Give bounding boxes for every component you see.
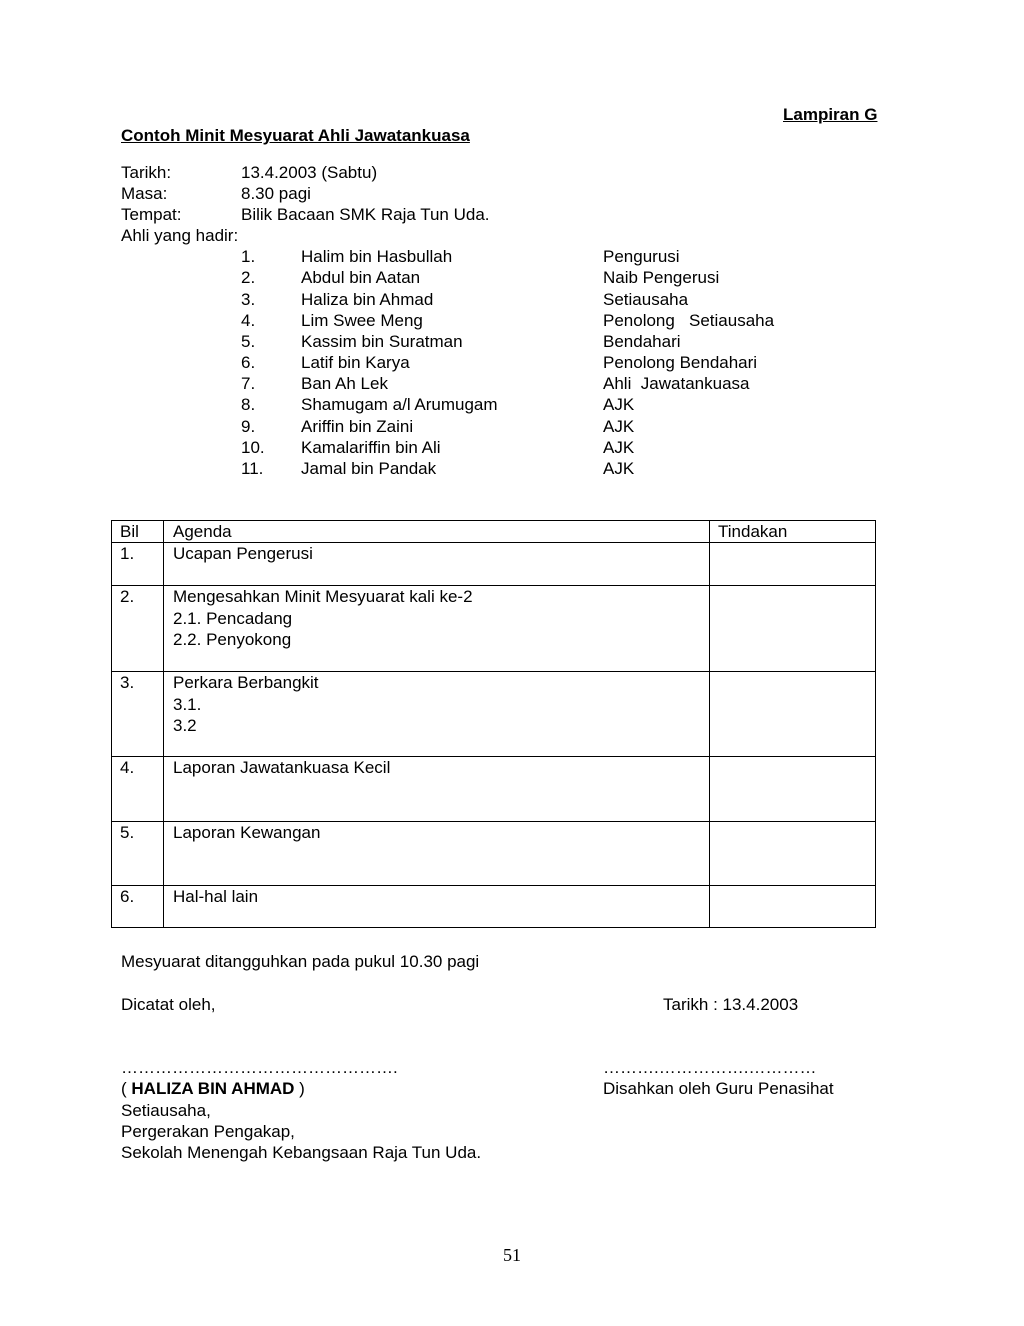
member-name: Halim bin Hasbullah xyxy=(301,247,453,266)
member-number: 9. xyxy=(241,417,256,436)
member-row xyxy=(0,458,1024,479)
date-line: Tarikh : 13.4.2003 xyxy=(663,995,799,1014)
member-role: Bendahari xyxy=(603,332,681,351)
member-row xyxy=(0,267,1024,288)
row-agenda xyxy=(164,586,710,672)
approved-by: Disahkan oleh Guru Penasihat xyxy=(603,1079,834,1098)
member-role: Naib Pengerusi xyxy=(603,268,720,287)
signatory-organization: Pergerakan Pengakap, xyxy=(121,1122,295,1141)
row-number: 2. xyxy=(112,586,164,672)
signature-dots-right: ……….…………….………… xyxy=(603,1058,817,1077)
table-row xyxy=(112,672,876,757)
meta-value-place: Bilik Bacaan SMK Raja Tun Uda. xyxy=(241,205,490,224)
member-row xyxy=(0,310,1024,331)
member-number: 10. xyxy=(241,438,265,457)
table-row xyxy=(112,886,876,928)
signatory-school: Sekolah Menengah Kebangsaan Raja Tun Uda. xyxy=(121,1143,482,1162)
meta-value-date: 13.4.2003 (Sabtu) xyxy=(241,163,378,182)
row-agenda xyxy=(164,543,710,586)
header-agenda: Agenda xyxy=(164,521,710,543)
agenda-text: Perkara Berbangkit xyxy=(173,673,319,693)
header-tindakan: Tindakan xyxy=(710,521,876,543)
member-name: Ariffin bin Zaini xyxy=(301,417,414,436)
row-number: 4. xyxy=(112,757,164,822)
member-number: 8. xyxy=(241,395,256,414)
adjourned-note: Mesyuarat ditangguhkan pada pukul 10.30 pagi xyxy=(121,952,480,971)
member-role: Penolong Setiausaha xyxy=(603,311,775,330)
member-name: Abdul bin Aatan xyxy=(301,268,421,287)
agenda-subitem: 2.2. Penyokong xyxy=(173,629,292,649)
document-title: Contoh Minit Mesyuarat Ahli Jawatankuasa xyxy=(121,126,470,145)
signatory-name-line xyxy=(121,1078,305,1099)
member-number: 1. xyxy=(241,247,256,266)
row-action xyxy=(710,586,876,672)
agenda-text: Laporan Jawatankuasa Kecil xyxy=(173,758,391,778)
page-number: 51 xyxy=(503,1245,521,1265)
member-row xyxy=(0,437,1024,458)
row-number: 5. xyxy=(112,822,164,886)
signature-dots-left: …………………………………………. xyxy=(121,1058,398,1077)
member-number: 6. xyxy=(241,353,256,372)
member-name: Kassim bin Suratman xyxy=(301,332,463,351)
agenda-subitem: 3.2 xyxy=(173,715,197,735)
member-name: Haliza bin Ahmad xyxy=(301,290,434,309)
member-name: Ban Ah Lek xyxy=(301,374,388,393)
table-row xyxy=(112,543,876,586)
member-name: Kamalariffin bin Ali xyxy=(301,438,441,457)
meta-value-time: 8.30 pagi xyxy=(241,184,311,203)
member-row xyxy=(0,289,1024,310)
row-action xyxy=(710,672,876,757)
agenda-text: Ucapan Pengerusi xyxy=(173,544,313,564)
row-number: 1. xyxy=(112,543,164,586)
member-number: 3. xyxy=(241,290,256,309)
member-name: Shamugam a/l Arumugam xyxy=(301,395,498,414)
appendix-label: Lampiran G xyxy=(783,105,878,124)
member-row xyxy=(0,246,1024,267)
member-number: 5. xyxy=(241,332,256,351)
row-action xyxy=(710,822,876,886)
agenda-text: Hal-hal lain xyxy=(173,887,259,907)
table-row xyxy=(112,822,876,886)
member-role: Ahli Jawatankuasa xyxy=(603,374,750,393)
member-name: Lim Swee Meng xyxy=(301,311,423,330)
member-number: 4. xyxy=(241,311,256,330)
member-role: AJK xyxy=(603,459,635,478)
table-header-row xyxy=(112,521,876,543)
row-number: 3. xyxy=(112,672,164,757)
agenda-table xyxy=(111,520,876,928)
row-action xyxy=(710,886,876,928)
table-row xyxy=(112,586,876,672)
member-number: 7. xyxy=(241,374,256,393)
row-agenda xyxy=(164,672,710,757)
member-number: 2. xyxy=(241,268,256,287)
member-name: Latif bin Karya xyxy=(301,353,410,372)
member-role: Pengurusi xyxy=(603,247,680,266)
member-name: Jamal bin Pandak xyxy=(301,459,437,478)
attendees-label: Ahli yang hadir: xyxy=(121,226,239,245)
signatory-position: Setiausaha, xyxy=(121,1101,211,1120)
table-row xyxy=(112,757,876,822)
meta-label-time: Masa: xyxy=(121,184,168,203)
member-role: AJK xyxy=(603,417,635,436)
agenda-text: Mengesahkan Minit Mesyuarat kali ke-2 xyxy=(173,587,473,607)
header-bil: Bil xyxy=(112,521,164,543)
agenda-subitem: 3.1. xyxy=(173,694,202,714)
row-agenda xyxy=(164,822,710,886)
agenda-subitem: 2.1. Pencadang xyxy=(173,608,293,628)
row-agenda xyxy=(164,886,710,928)
member-role: AJK xyxy=(603,438,635,457)
member-number: 11. xyxy=(241,459,264,478)
meta-label-place: Tempat: xyxy=(121,205,182,224)
member-row xyxy=(0,331,1024,352)
row-action xyxy=(710,543,876,586)
member-row xyxy=(0,394,1024,415)
member-role: AJK xyxy=(603,395,635,414)
paren-close: ) xyxy=(294,1079,305,1098)
member-row xyxy=(0,352,1024,373)
row-agenda xyxy=(164,757,710,822)
signatory-name: HALIZA BIN AHMAD xyxy=(131,1079,295,1098)
member-row xyxy=(0,373,1024,394)
meta-label-date: Tarikh: xyxy=(121,163,172,182)
member-role: Setiausaha xyxy=(603,290,689,309)
row-action xyxy=(710,757,876,822)
member-role: Penolong Bendahari xyxy=(603,353,758,372)
row-number: 6. xyxy=(112,886,164,928)
agenda-text: Laporan Kewangan xyxy=(173,823,321,843)
paren-open: ( xyxy=(121,1079,132,1098)
member-row xyxy=(0,416,1024,437)
recorded-by: Dicatat oleh, xyxy=(121,995,216,1014)
